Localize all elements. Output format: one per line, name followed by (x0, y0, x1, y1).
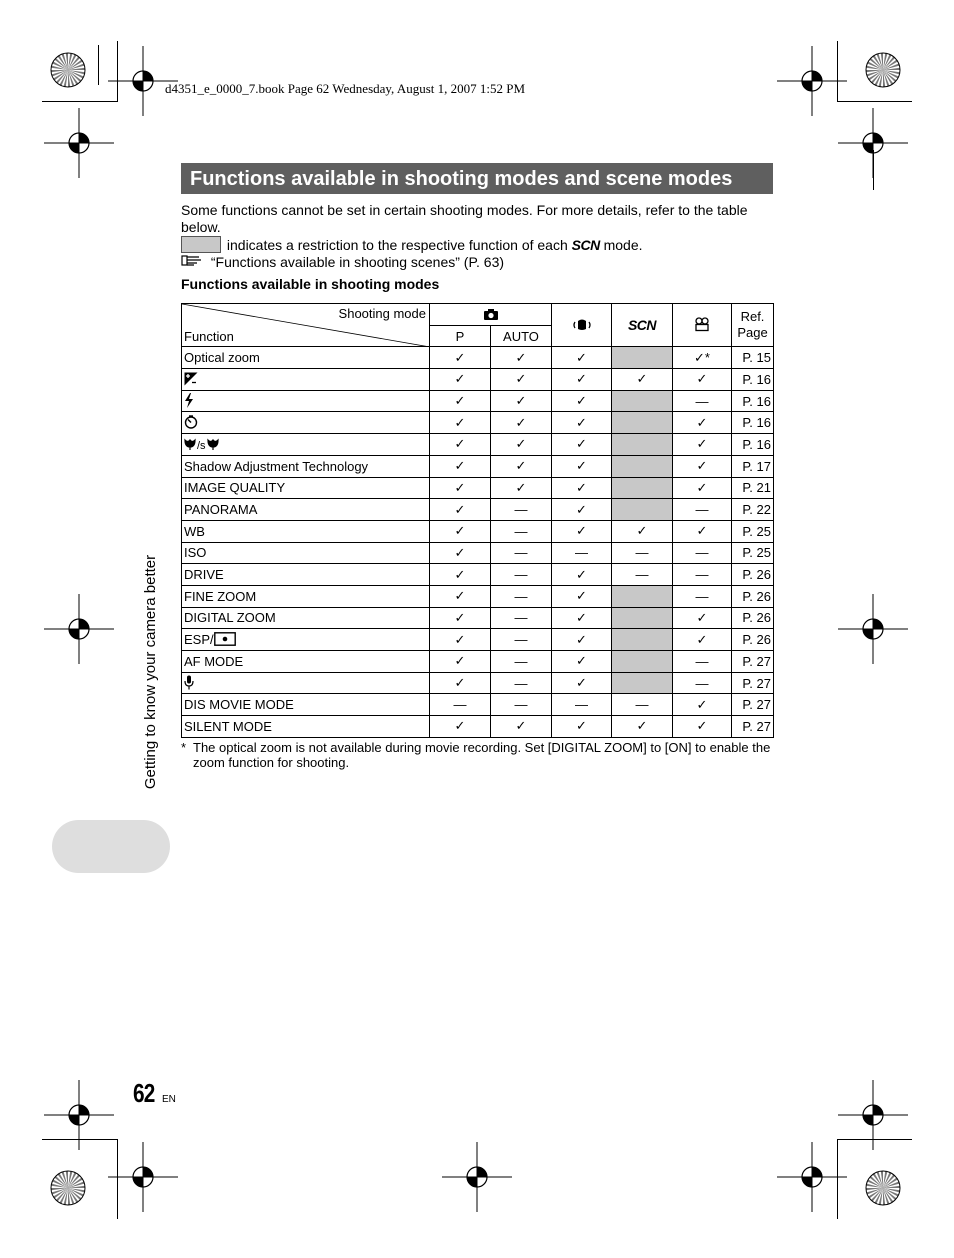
registration-target-icon (777, 46, 847, 116)
cell-auto: ✓ (491, 369, 552, 391)
table-row (182, 672, 774, 694)
cell-ref: P. 15 (732, 347, 774, 369)
function-name-cell (182, 369, 430, 391)
cell-dis: ✓ (552, 369, 612, 391)
scn-icon: SCN (627, 317, 657, 334)
header-ref: Ref. (740, 309, 765, 325)
table-body (182, 347, 774, 737)
table-row (182, 390, 774, 412)
registration-target-icon (777, 1142, 847, 1212)
function-name: DIGITAL ZOOM (184, 610, 276, 626)
cell-dis: ✓ (552, 434, 612, 456)
cell-dis: ✓ (552, 390, 612, 412)
camera-icon (483, 307, 499, 322)
function-name-cell (182, 672, 430, 694)
side-tab-marker (52, 820, 170, 873)
cell-movie: ✓ (673, 369, 732, 391)
scn-icon: SCN (571, 237, 600, 253)
header-auto: AUTO (491, 325, 552, 347)
cell-p: ✓ (430, 607, 491, 629)
cell-movie: ✓ (673, 434, 732, 456)
flash-icon (184, 394, 194, 409)
function-name: Shadow Adjustment Technology (184, 458, 369, 474)
function-name-cell (182, 520, 430, 542)
cell-ref: P. 16 (732, 390, 774, 412)
cell-movie: ✓ (673, 716, 732, 738)
table-row (182, 651, 774, 673)
cell-scn (612, 477, 673, 499)
header-shooting-mode: Shooting mode (338, 306, 426, 321)
header-movie-mode (673, 304, 732, 347)
footnote-marker: * (181, 740, 187, 755)
registration-starburst-icon (865, 1170, 901, 1206)
header-dis-mode (552, 304, 612, 347)
cell-dis: ✓ (552, 716, 612, 738)
table-row (182, 520, 774, 542)
table-row (182, 542, 774, 564)
cell-p: ✓ (430, 390, 491, 412)
header-camera-mode (430, 304, 552, 326)
header-function: Function (184, 329, 234, 345)
table-row (182, 585, 774, 607)
table-row (182, 412, 774, 434)
cell-p: ✓ (430, 716, 491, 738)
cell-scn (612, 585, 673, 607)
function-name-cell (182, 716, 430, 738)
cell-movie: ✓ (673, 629, 732, 651)
registration-target-icon (44, 108, 114, 178)
cell-p: ✓ (430, 651, 491, 673)
cell-ref: P. 25 (732, 520, 774, 542)
table-row (182, 369, 774, 391)
header-function-cell (182, 304, 430, 347)
intro-line: Some functions cannot be set in certain shooting modes. For more details, refer to the table below. (181, 202, 748, 235)
function-name: DRIVE (184, 567, 224, 583)
cell-p: — (430, 694, 491, 716)
cell-scn (612, 651, 673, 673)
header-scn-mode (612, 304, 673, 347)
cell-auto: — (491, 499, 552, 521)
header-page: Page (737, 325, 768, 341)
cell-ref: P. 27 (732, 694, 774, 716)
function-name-cell (182, 694, 430, 716)
cell-dis: ✓ (552, 585, 612, 607)
cell-p: ✓ (430, 455, 491, 477)
cell-auto: ✓ (491, 434, 552, 456)
table-title: Functions available in shooting modes (181, 276, 440, 292)
cell-p: ✓ (430, 412, 491, 434)
cell-auto: — (491, 651, 552, 673)
legend-text: indicates a restriction to the respective function of each (226, 237, 568, 253)
cell-scn: — (612, 694, 673, 716)
cell-p: ✓ (430, 499, 491, 521)
registration-target-icon (44, 594, 114, 664)
cell-dis: — (552, 694, 612, 716)
cell-scn (612, 412, 673, 434)
function-name: DIS MOVIE MODE (184, 697, 294, 713)
restricted-swatch (181, 236, 221, 253)
cell-movie: — (673, 542, 732, 564)
cell-p: ✓ (430, 629, 491, 651)
reference-line (181, 254, 776, 271)
function-name: SILENT MODE (184, 718, 272, 734)
cell-movie: — (673, 499, 732, 521)
cell-auto: ✓ (491, 477, 552, 499)
movie-icon (694, 318, 710, 333)
header-ref-page (732, 304, 774, 347)
cell-dis: ✓ (552, 499, 612, 521)
registration-target-icon (838, 1080, 908, 1150)
function-name: PANORAMA (184, 502, 258, 518)
cell-dis: ✓ (552, 651, 612, 673)
cell-p: ✓ (430, 585, 491, 607)
macro-supermacro-icon (184, 437, 220, 452)
table-row (182, 607, 774, 629)
page-number: 62 (133, 1078, 155, 1108)
function-name-cell (182, 347, 430, 369)
cell-ref: P. 27 (732, 651, 774, 673)
cell-ref: P. 26 (732, 607, 774, 629)
cell-movie: ✓ (673, 455, 732, 477)
legend-line (181, 236, 776, 254)
table-row (182, 434, 774, 456)
registration-target-icon (108, 1142, 178, 1212)
function-name: ESP/ (184, 632, 214, 648)
function-name-cell (182, 412, 430, 434)
table-row (182, 716, 774, 738)
cell-ref: P. 26 (732, 629, 774, 651)
function-name-cell (182, 477, 430, 499)
header-p: P (430, 325, 491, 347)
cell-dis: ✓ (552, 455, 612, 477)
spot-metering-icon (214, 632, 236, 647)
cell-scn: ✓ (612, 716, 673, 738)
book-header-line: d4351_e_0000_7.book Page 62 Wednesday, August 1, 2007 1:52 PM (165, 81, 526, 96)
cell-p: ✓ (430, 369, 491, 391)
cell-auto: ✓ (491, 716, 552, 738)
registration-target-icon (44, 1080, 114, 1150)
function-name-cell (182, 455, 430, 477)
digital-image-stabilization-icon (572, 318, 592, 333)
crop-mark-line (42, 101, 117, 102)
function-name: ISO (184, 545, 207, 561)
cell-scn (612, 455, 673, 477)
cell-scn (612, 347, 673, 369)
registration-target-icon (838, 108, 908, 178)
cell-movie: ✓* (673, 347, 732, 369)
cell-dis: ✓ (552, 672, 612, 694)
cell-auto: ✓ (491, 347, 552, 369)
cell-auto: ✓ (491, 455, 552, 477)
reference-hand-icon (181, 254, 207, 271)
cell-auto: — (491, 564, 552, 586)
legend-suffix: mode. (603, 237, 643, 253)
reference-text: “Functions available in shooting scenes” (P. 63) (210, 254, 505, 270)
cell-scn (612, 629, 673, 651)
cell-movie: ✓ (673, 520, 732, 542)
cell-ref: P. 26 (732, 564, 774, 586)
function-name-cell (182, 651, 430, 673)
cell-dis: ✓ (552, 564, 612, 586)
cell-scn: ✓ (612, 520, 673, 542)
exposure-compensation-icon (184, 372, 198, 387)
crop-mark-line (837, 101, 912, 102)
cell-dis: ✓ (552, 607, 612, 629)
cell-movie: ✓ (673, 694, 732, 716)
registration-starburst-icon (50, 52, 86, 88)
cell-auto: — (491, 672, 552, 694)
cell-auto: ✓ (491, 412, 552, 434)
cell-ref: P. 21 (732, 477, 774, 499)
svg-text:/s: /s (197, 439, 206, 451)
cell-ref: P. 25 (732, 542, 774, 564)
cell-p: ✓ (430, 542, 491, 564)
function-name: FINE ZOOM (184, 588, 257, 604)
cell-scn (612, 672, 673, 694)
function-name-cell (182, 585, 430, 607)
function-name: AF MODE (184, 653, 244, 669)
cell-movie: ✓ (673, 607, 732, 629)
cell-ref: P. 16 (732, 434, 774, 456)
cell-dis: ✓ (552, 629, 612, 651)
cell-ref: P. 16 (732, 369, 774, 391)
cell-ref: P. 26 (732, 585, 774, 607)
cell-scn (612, 434, 673, 456)
cell-dis: ✓ (552, 347, 612, 369)
cell-auto: — (491, 542, 552, 564)
cell-scn (612, 607, 673, 629)
cell-movie: — (673, 564, 732, 586)
function-name-cell (182, 607, 430, 629)
intro-text (181, 202, 776, 271)
cell-p: ✓ (430, 347, 491, 369)
cell-movie: ✓ (673, 412, 732, 434)
functions-table (181, 303, 774, 738)
function-name: IMAGE QUALITY (184, 480, 286, 496)
microphone-icon (184, 676, 194, 691)
function-name-cell (182, 629, 430, 651)
cell-auto: — (491, 694, 552, 716)
registration-starburst-icon (50, 1170, 86, 1206)
cell-ref: P. 27 (732, 672, 774, 694)
cell-dis: — (552, 542, 612, 564)
table-row (182, 455, 774, 477)
table-row (182, 629, 774, 651)
cell-scn: — (612, 542, 673, 564)
cell-auto: — (491, 629, 552, 651)
side-section-label: Getting to know your camera better (142, 554, 159, 790)
function-name: Optical zoom (184, 350, 260, 366)
registration-target-icon (838, 594, 908, 664)
cell-auto: — (491, 607, 552, 629)
cell-auto: ✓ (491, 390, 552, 412)
cell-movie: — (673, 585, 732, 607)
cell-p: ✓ (430, 520, 491, 542)
cell-p: ✓ (430, 564, 491, 586)
cell-dis: ✓ (552, 412, 612, 434)
function-name-cell (182, 542, 430, 564)
self-timer-icon (184, 415, 198, 430)
cell-ref: P. 16 (732, 412, 774, 434)
cell-movie: — (673, 390, 732, 412)
function-name-cell (182, 564, 430, 586)
cell-scn: — (612, 564, 673, 586)
function-name-cell (182, 434, 430, 456)
cell-ref: P. 22 (732, 499, 774, 521)
footnote (181, 740, 773, 770)
cell-p: ✓ (430, 477, 491, 499)
cell-scn (612, 499, 673, 521)
cell-movie: — (673, 672, 732, 694)
cell-ref: P. 17 (732, 455, 774, 477)
cell-scn (612, 390, 673, 412)
table-row (182, 694, 774, 716)
crop-mark-line (98, 45, 99, 85)
cell-auto: — (491, 520, 552, 542)
function-name-cell (182, 390, 430, 412)
table-row (182, 477, 774, 499)
function-name-cell (182, 499, 430, 521)
cell-ref: P. 27 (732, 716, 774, 738)
table-row (182, 564, 774, 586)
cell-dis: ✓ (552, 477, 612, 499)
section-title: Functions available in shooting modes and scene modes (181, 163, 773, 194)
footnote-text: The optical zoom is not available during movie recording. Set [DIGITAL ZOOM] to [ON] to enable the zoom function for shooting. (193, 740, 771, 770)
cell-auto: — (491, 585, 552, 607)
function-name: WB (184, 523, 205, 539)
cell-p: ✓ (430, 672, 491, 694)
registration-target-icon (442, 1142, 512, 1212)
page-language: EN (162, 1094, 176, 1105)
cell-p: ✓ (430, 434, 491, 456)
cell-movie: ✓ (673, 477, 732, 499)
registration-starburst-icon (865, 52, 901, 88)
table-row (182, 347, 774, 369)
cell-scn: ✓ (612, 369, 673, 391)
cell-dis: ✓ (552, 520, 612, 542)
cell-movie: — (673, 651, 732, 673)
table-row (182, 499, 774, 521)
